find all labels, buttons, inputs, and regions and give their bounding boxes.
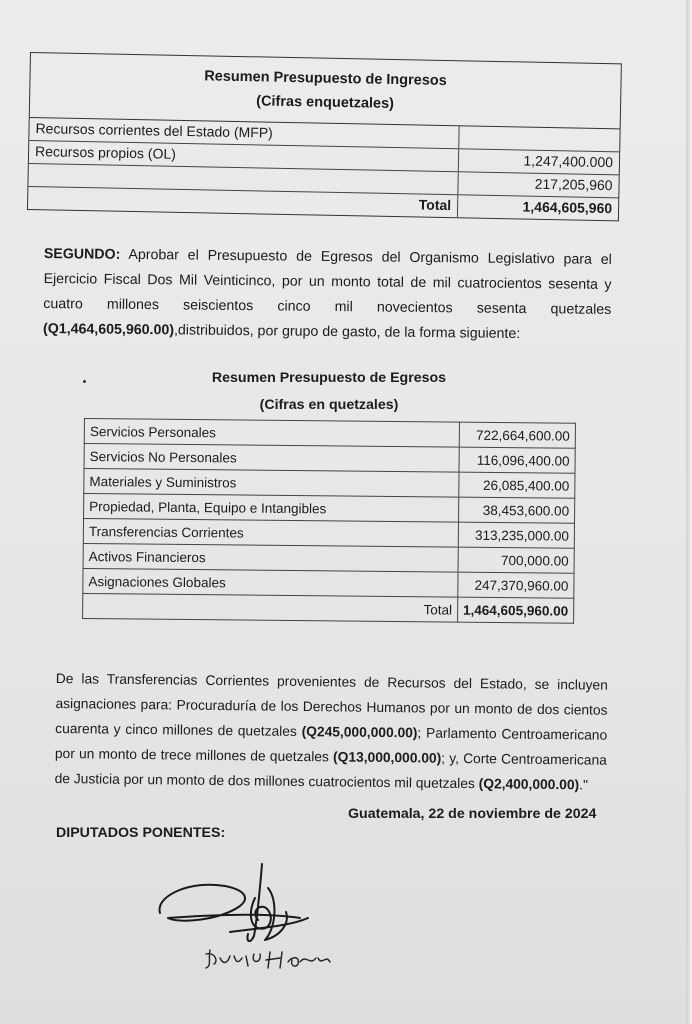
place-date: Guatemala, 22 de noviembre de 2024	[348, 806, 597, 822]
expense-total-row	[83, 593, 574, 623]
page-edge	[686, 0, 692, 1024]
transfers-text-2: ; Parlamento Centroamericano por un monto de trece millones de quetzales	[54, 725, 608, 765]
expense-row-label: Transferencias Corrientes	[83, 519, 458, 548]
income-total-value: 1,464,605,960	[522, 198, 613, 217]
expense-row-label: Materiales y Suministros	[84, 469, 459, 498]
expense-row-label: Servicios Personales	[84, 419, 459, 448]
handwritten-signature	[150, 858, 340, 978]
expense-row-value: 313,235,000.00	[458, 522, 574, 548]
expense-row-label: Servicios No Personales	[84, 444, 459, 473]
income-table-title: Resumen Presupuesto de Ingresos	[204, 68, 447, 90]
income-row-value	[459, 126, 619, 151]
income-row-value: 217,205,960	[534, 175, 613, 194]
signers-heading: DIPUTADOS PONENTES:	[56, 825, 226, 841]
income-table-subtitle: (Cifras enquetzales)	[256, 93, 395, 112]
transfers-text-4: ."	[579, 777, 588, 793]
income-table-header	[30, 53, 621, 129]
expense-row-label: Asignaciones Globales	[83, 568, 458, 597]
income-row-label: Recursos propios (OL)	[29, 141, 459, 171]
income-total-label: Total	[28, 187, 458, 217]
expense-table-subtitle: (Cifras en quetzales)	[259, 397, 399, 413]
transfers-paragraph	[54, 666, 607, 798]
transfers-amount-3: (Q2,400,000.00)	[478, 775, 580, 793]
expense-summary-table	[82, 418, 576, 624]
expense-row-value: 700,000.00	[458, 547, 574, 573]
income-row-label: Recursos corrientes del Estado (MFP)	[29, 118, 459, 148]
second-article-amount: (Q1,464,605,960.00)	[43, 321, 175, 339]
transfers-amount-2: (Q13,000,000.00)	[332, 749, 442, 766]
expense-row-value: 116,096,400.00	[459, 447, 575, 473]
expense-total-label: Total	[83, 593, 458, 622]
income-summary-table	[27, 52, 622, 221]
transfers-text-1: De las Transferencias Corrientes provenientes de Recursos del Estado, se incluyen asignaciones para: Procuraduría de los Derechos Humanos por un monto de dos cientos cuarenta y cinco millones de quetzales	[55, 670, 608, 739]
expense-row-value: 722,664,600.00	[459, 422, 575, 448]
second-article-paragraph	[43, 242, 612, 348]
expense-total-value: 1,464,605,960.00	[457, 597, 573, 623]
second-article-tail: ,distribuidos, por grupo de gasto, de la forma siguiente:	[173, 322, 521, 343]
expense-row-label: Propiedad, Planta, Equipo e Intangibles	[84, 494, 459, 523]
expense-row-label: Activos Financieros	[83, 543, 458, 572]
second-article-text: Aprobar el Presupuesto de Egresos del Organismo Legislativo para el Ejercicio Fiscal Dos Mil Veinticinco, por un monto total de mil cuatrocientos sesenta y cuatro millones seiscientos cinco mil novecientos sesenta quetzales	[43, 246, 612, 319]
expense-table-title: Resumen Presupuesto de Egresos	[211, 370, 447, 386]
transfers-amount-1: (Q245,000,000.00)	[301, 723, 418, 741]
expense-row-value: 247,370,960.00	[458, 572, 574, 598]
expense-row-value: 26,085,400.00	[459, 472, 575, 498]
second-article-lead: SEGUNDO:	[43, 246, 121, 263]
transfers-text-3: ; y, Corte Centroamericana de Justicia por un monto de dos millones cuatrocientos mil quetzales	[54, 750, 607, 791]
income-row-value: 1,247,400.000	[523, 152, 614, 171]
expense-row-value: 38,453,600.00	[458, 497, 574, 523]
